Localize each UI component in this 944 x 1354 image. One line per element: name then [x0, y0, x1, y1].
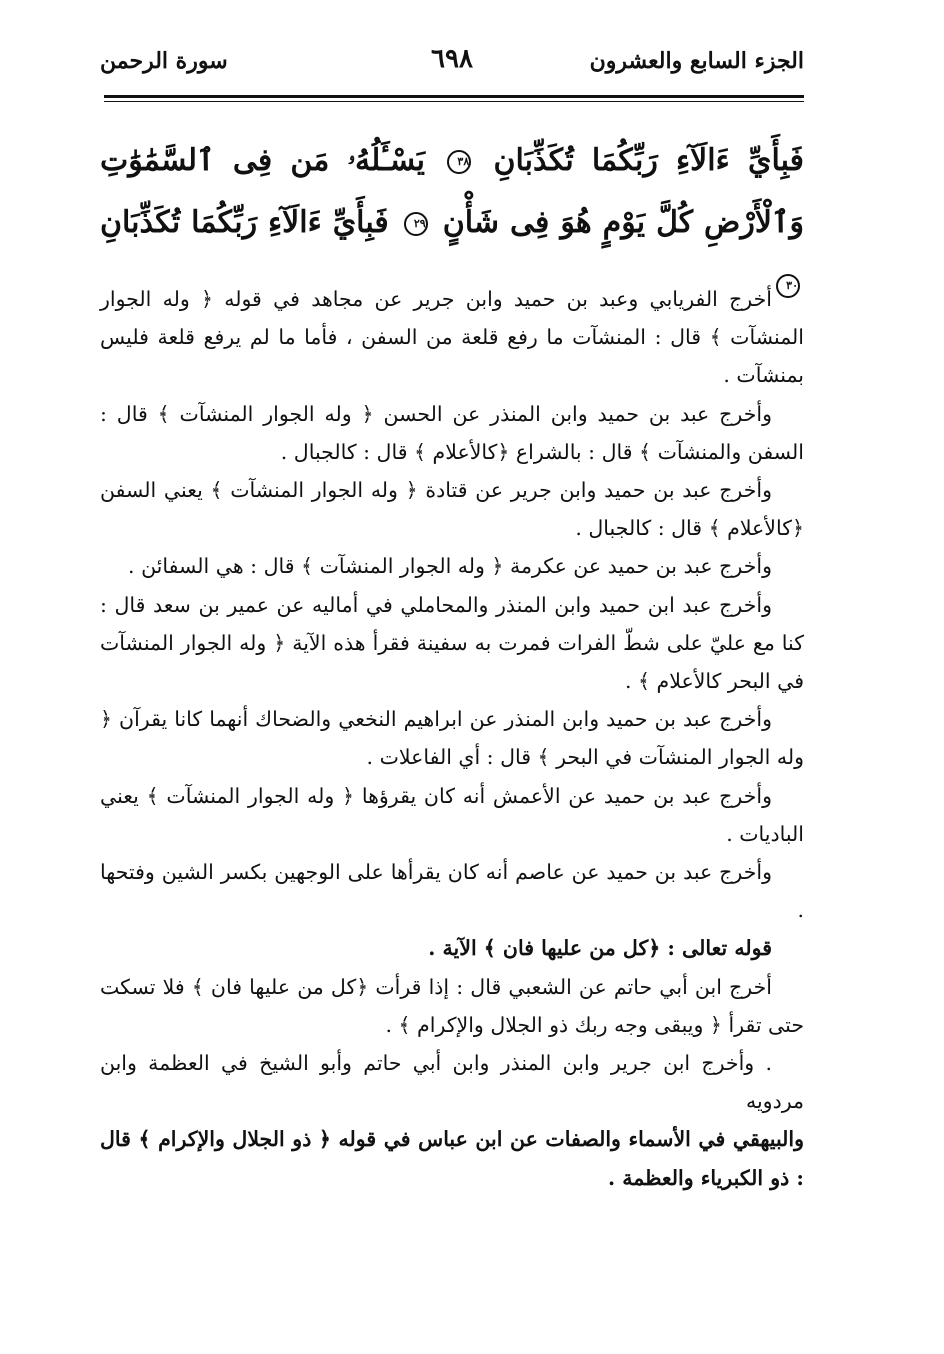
commentary-paragraph: وأخرج عبد بن حميد عن عاصم أنه كان يقرأها على الوجهين بكسر الشين وفتحها . — [100, 860, 804, 923]
commentary-body — [100, 280, 804, 1197]
header-divider — [104, 95, 804, 98]
commentary-paragraph: وأخرج عبد بن حميد وابن جرير عن قتادة ﴿ وله الجوار المنشآت ﴾ يعني السفن ﴿كالأعلام ﴾ قال : كالجبال . — [100, 478, 804, 541]
verse-text-1: فَبِأَيِّ ءَالَآءِ رَبِّكُمَا تُكَذِّبَانِ — [493, 143, 804, 178]
commentary-paragraph: وأخرج عبد بن حميد عن عكرمة ﴿ وله الجوار المنشآت ﴾ قال : هي السفائن . — [128, 554, 772, 579]
commentary-paragraph: أخرج الفريابي وعبد بن حميد وابن جرير عن مجاهد في قوله ﴿ وله الجوار المنشآت ﴾ قال : المنشآت ما رفع قلعة من السفن ، فأما ما لم يرفع قلعة فليس بمنشآت . — [100, 287, 804, 388]
surah-title: سورة الرحمن — [100, 48, 228, 74]
commentary-paragraph: وأخرج عبد بن حميد وابن المنذر عن ابراهيم النخعي والضحاك أنهما كانا يقرآن ﴿ وله الجوار المنشآت في البحر ﴾ قال : أي الفاعلات . — [100, 707, 804, 770]
header-divider-thin — [104, 101, 804, 102]
commentary-paragraph: وأخرج عبد بن حميد عن الأعمش أنه كان يقرؤها ﴿ وله الجوار المنشآت ﴾ يعني الباديات . — [100, 783, 804, 846]
page-number: ٦٩٨ — [431, 44, 473, 74]
commentary-paragraph: . وأخرج ابن جرير وابن المنذر وابن أبي حاتم وأبو الشيخ في العظمة وابن مردويه — [100, 1051, 804, 1114]
commentary-paragraph-final: والبيهقي في الأسماء والصفات عن ابن عباس في قوله ﴿ ذو الجلال والإكرام ﴾ قال : ذو الكبرياء والعظمة . — [100, 1127, 804, 1190]
page-header — [100, 38, 804, 88]
ayah-number-marker: ٣٨ — [447, 150, 471, 174]
juz-title: الجزء السابع والعشرون — [589, 48, 804, 74]
verse-text-3: فَبِأَيِّ ءَالَآءِ رَبِّكُمَا تُكَذِّبَانِ — [100, 205, 389, 240]
verse-text-2: يَسْـَٔلُهُۥ مَن فِى ٱلسَّمَٰوَٰتِ وَٱلْأَرْضِ كُلَّ يَوْمٍ هُوَ فِى شَأْنٍ — [100, 143, 804, 240]
ayah-number-marker: ٣٠ — [776, 274, 800, 298]
commentary-paragraph: وأخرج عبد بن حميد وابن المنذر عن الحسن ﴿ وله الجوار المنشآت ﴾ قال : السفن والمنشآت ﴾ قال : بالشراع ﴿كالأعلام ﴾ قال : كالجبال . — [100, 401, 804, 464]
commentary-paragraph: وأخرج عبد ابن حميد وابن المنذر والمحاملي في أماليه عن عمير بن سعد قال : كنا مع عليّ على شطّ الفرات فمرت به سفينة فقرأ هذه الآية ﴿ وله الجوار المنشآت في البحر كالأعلام ﴾ . — [100, 592, 804, 694]
ayah-number-marker: ٢٩ — [404, 212, 428, 236]
commentary-paragraph: قوله تعالى : ﴿كل من عليها فان ﴾ الآية . — [428, 936, 772, 961]
commentary-paragraph: أخرج ابن أبي حاتم عن الشعبي قال : إذا قرأت ﴿كل من عليها فان ﴾ فلا تسكت حتى تقرأ ﴿ ويبقى وجه ربك ذو الجلال والإكرام ﴾ . — [100, 974, 804, 1037]
